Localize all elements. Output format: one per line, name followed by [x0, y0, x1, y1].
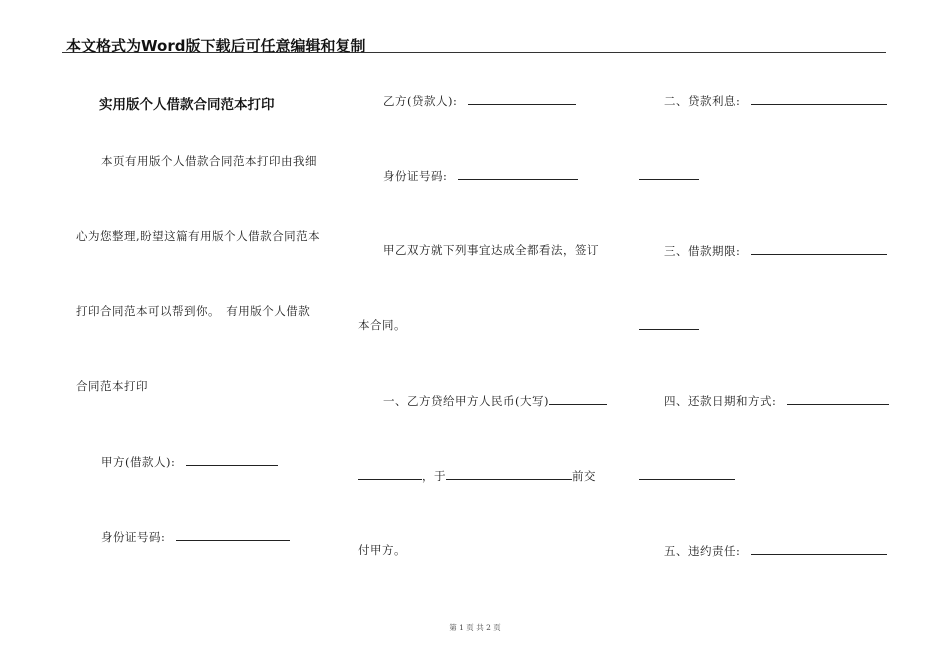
interest-blank[interactable]: [751, 93, 887, 105]
borrower-id-label: 身份证号码:: [101, 530, 166, 544]
clause-5-label: 五、违约责任:: [664, 544, 741, 558]
clause-1-text: 一、乙方贷给甲方人民币(大写): [383, 394, 549, 408]
agreement-line-2: 本合同。: [358, 318, 406, 332]
header-divider: [62, 52, 886, 53]
lender-id-field: [383, 168, 578, 183]
term-blank-continued[interactable]: [639, 329, 699, 330]
lender-id-blank[interactable]: [458, 168, 578, 180]
clause-1-before: 前交: [572, 469, 596, 483]
interest-blank-continued[interactable]: [639, 179, 699, 180]
clause-4-label: 四、还款日期和方式:: [664, 394, 777, 408]
lender-id-label: 身份证号码:: [383, 169, 448, 183]
borrower-blank[interactable]: [186, 454, 278, 466]
lender-blank[interactable]: [468, 93, 576, 105]
clause-2-label: 二、贷款利息:: [664, 94, 741, 108]
clause-1-separator: ，于: [422, 469, 446, 483]
lender-label: 乙方(贷款人):: [383, 94, 458, 108]
clause-2-field: [664, 93, 887, 108]
intro-line-1: 本页有用版个人借款合同范本打印由我细: [101, 154, 317, 168]
document-title: 实用版个人借款合同范本打印: [99, 97, 275, 113]
agreement-line-1: 甲乙双方就下列事宜达成全都看法，签订: [383, 243, 599, 257]
clause-1-line-2: [358, 468, 596, 483]
repayment-blank[interactable]: [787, 393, 889, 405]
clause-3-field: [664, 243, 887, 258]
page-number: 第 1 页 共 2 页: [449, 623, 501, 632]
clause-4-field: [664, 393, 889, 408]
term-blank[interactable]: [751, 243, 887, 255]
delivery-date-blank[interactable]: [446, 468, 572, 480]
clause-3-label: 三、借款期限:: [664, 244, 741, 258]
intro-line-3: 打印合同范本可以帮到你。 有用版个人借款: [76, 304, 311, 318]
borrower-label: 甲方(借款人):: [101, 455, 176, 469]
intro-line-4: 合同范本打印: [76, 379, 148, 393]
clause-1-line-3: 付甲方。: [358, 543, 406, 557]
lender-field: [383, 93, 576, 108]
borrower-id-field: [101, 529, 290, 544]
liability-blank[interactable]: [751, 543, 887, 555]
borrower-id-blank[interactable]: [176, 529, 290, 541]
amount-uppercase-blank[interactable]: [549, 393, 607, 405]
clause-1-line-1: [383, 393, 607, 408]
repayment-blank-continued[interactable]: [639, 479, 735, 480]
borrower-field: [101, 454, 278, 469]
header-text: 本文格式为Word版下载后可任意编辑和复制: [66, 37, 366, 55]
intro-line-2: 心为您整理,盼望这篇有用版个人借款合同范本: [76, 229, 321, 243]
clause-5-field: [664, 543, 887, 558]
amount-blank[interactable]: [358, 468, 422, 480]
